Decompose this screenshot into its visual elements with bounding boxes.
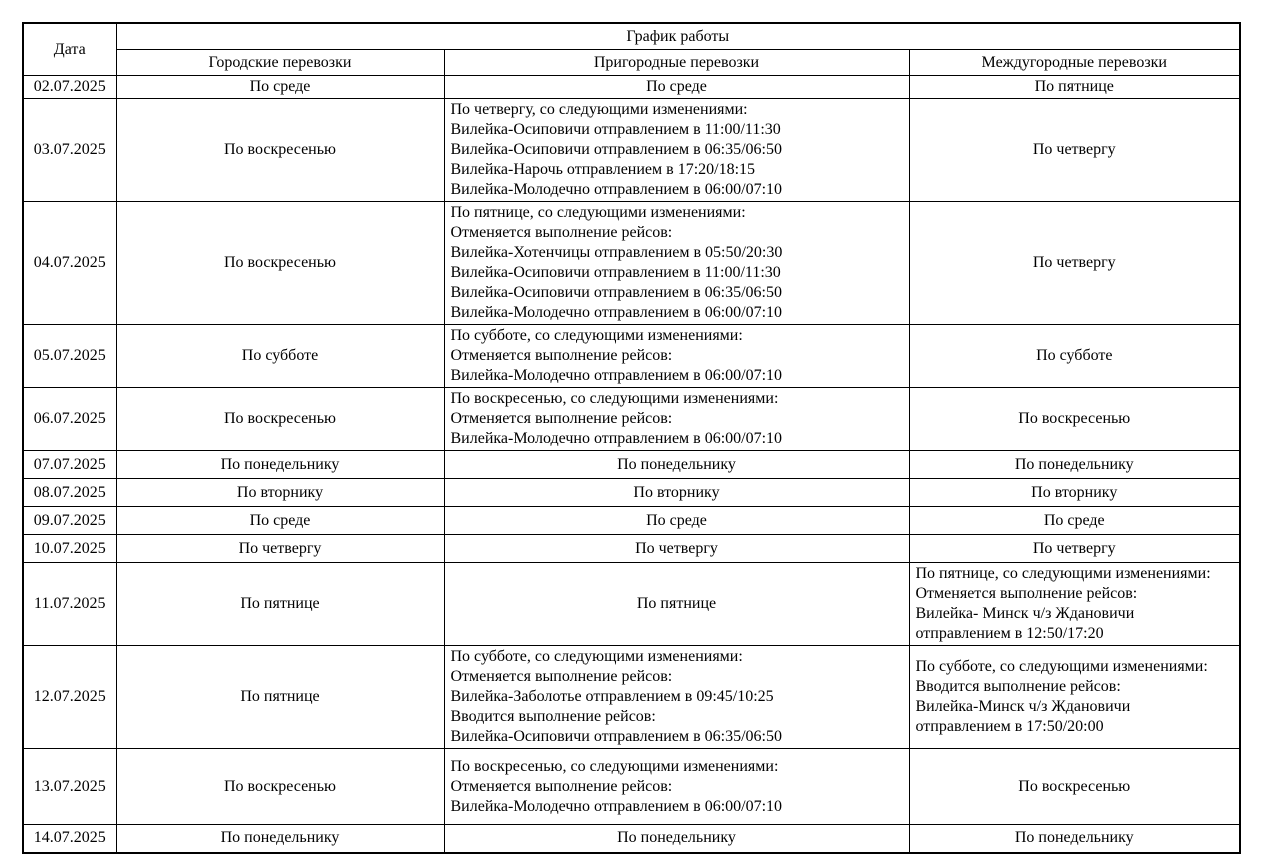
intercity-transport-cell <box>909 749 1240 825</box>
cell-line: По среде <box>1043 511 1105 529</box>
table-row <box>23 76 1240 99</box>
intercity-transport-cell <box>909 646 1240 749</box>
date-cell: 09.07.2025 <box>23 507 116 535</box>
suburban-transport-cell <box>444 479 909 507</box>
cell-line: По воскресенью <box>1018 777 1131 795</box>
table-row <box>23 749 1240 825</box>
header-column-1: Пригородные перевозки <box>444 50 909 76</box>
suburban-transport-cell <box>444 202 909 325</box>
cell-line: Вилейка-Осиповичи отправлением в 11:00/11:30 <box>450 264 781 281</box>
suburban-transport-cell <box>444 563 909 646</box>
city-transport-cell: По воскресенью <box>116 99 444 202</box>
table-body <box>23 76 1240 853</box>
city-transport-cell: По понедельнику <box>116 825 444 853</box>
intercity-transport-cell <box>909 451 1240 479</box>
city-transport-cell: По пятнице <box>116 646 444 749</box>
suburban-transport-cell <box>444 388 909 451</box>
suburban-transport-cell <box>444 507 909 535</box>
cell-line: Отменяется выполнение рейсов: <box>450 347 673 364</box>
table-header <box>23 23 1240 76</box>
city-transport-cell: По пятнице <box>116 563 444 646</box>
schedule-table <box>22 22 1241 854</box>
date-cell: 03.07.2025 <box>23 99 116 202</box>
cell-line: Вилейка- Минск ч/з Ждановичи <box>915 605 1135 622</box>
intercity-transport-cell <box>909 563 1240 646</box>
cell-line: Вилейка-Молодечно отправлением в 06:00/07:10 <box>450 430 783 447</box>
cell-line: Вилейка-Осиповичи отправлением в 06:35/06:50 <box>450 728 782 745</box>
cell-line: По понедельнику <box>617 829 736 847</box>
cell-line: По четвергу <box>1032 141 1116 158</box>
cell-line: По воскресенью, со следующими изменениями: <box>450 757 779 775</box>
suburban-transport-cell <box>444 825 909 853</box>
cell-line: Вилейка-Осиповичи отправлением в 11:00/11:30 <box>450 121 781 138</box>
date-cell: 06.07.2025 <box>23 388 116 451</box>
intercity-transport-cell <box>909 825 1240 853</box>
city-transport-cell: По воскресенью <box>116 749 444 825</box>
cell-line: отправлением в 17:50/20:00 <box>915 718 1104 735</box>
cell-line: По понедельнику <box>1014 455 1134 473</box>
cell-line: Вилейка-Осиповичи отправлением в 06:35/06:50 <box>450 141 782 158</box>
cell-line: По пятнице <box>636 595 717 612</box>
intercity-transport-cell <box>909 325 1240 388</box>
table-row <box>23 202 1240 325</box>
date-cell: 12.07.2025 <box>23 646 116 749</box>
suburban-transport-cell <box>444 535 909 563</box>
header-date: Дата <box>23 23 116 76</box>
table-row <box>23 535 1240 563</box>
cell-line: По субботе, со следующими изменениями: <box>450 648 743 665</box>
suburban-transport-cell <box>444 646 909 749</box>
cell-line: Отменяется выполнение рейсов: <box>915 585 1138 602</box>
cell-line: По субботе <box>1036 347 1113 364</box>
table-row <box>23 479 1240 507</box>
cell-line: По четвергу <box>1032 254 1116 271</box>
header-column-2: Междугородные перевозки <box>909 50 1240 76</box>
city-transport-cell: По среде <box>116 507 444 535</box>
intercity-transport-cell <box>909 535 1240 563</box>
date-cell: 08.07.2025 <box>23 479 116 507</box>
cell-line: Отменяется выполнение рейсов: <box>450 777 673 795</box>
cell-line: По понедельнику <box>617 455 736 473</box>
cell-line: Вилейка-Молодечно отправлением в 06:00/07:10 <box>450 181 783 198</box>
date-cell: 14.07.2025 <box>23 825 116 853</box>
city-transport-cell: По среде <box>116 76 444 99</box>
header-column-0: Городские перевозки <box>116 50 444 76</box>
intercity-transport-cell <box>909 76 1240 99</box>
cell-line: По понедельнику <box>1014 829 1134 847</box>
cell-line: Вилейка-Минск ч/з Ждановичи <box>915 698 1131 715</box>
cell-line: Вилейка-Молодечно отправлением в 06:00/07:10 <box>450 367 783 384</box>
cell-line: Вилейка-Осиповичи отправлением в 06:35/06:50 <box>450 284 782 301</box>
cell-line: По вторнику <box>633 483 720 501</box>
city-transport-cell: По четвергу <box>116 535 444 563</box>
city-transport-cell: По воскресенью <box>116 388 444 451</box>
cell-line: Вилейка-Хотенчицы отправлением в 05:50/20:30 <box>450 244 783 261</box>
cell-line: По воскресенью <box>1018 410 1131 427</box>
header-group-title: График работы <box>116 23 1240 50</box>
table-row <box>23 99 1240 202</box>
cell-line: Отменяется выполнение рейсов: <box>450 668 673 685</box>
table-row <box>23 388 1240 451</box>
date-cell: 11.07.2025 <box>23 563 116 646</box>
intercity-transport-cell <box>909 507 1240 535</box>
intercity-transport-cell <box>909 388 1240 451</box>
intercity-transport-cell <box>909 202 1240 325</box>
date-cell: 05.07.2025 <box>23 325 116 388</box>
table-row <box>23 507 1240 535</box>
header-row-columns <box>23 50 1240 76</box>
table-row <box>23 325 1240 388</box>
date-cell: 13.07.2025 <box>23 749 116 825</box>
cell-line: По четвергу <box>635 539 718 557</box>
suburban-transport-cell <box>444 451 909 479</box>
cell-line: По пятнице, со следующими изменениями: <box>450 204 746 221</box>
city-transport-cell: По субботе <box>116 325 444 388</box>
intercity-transport-cell <box>909 99 1240 202</box>
cell-line: Вилейка-Молодечно отправлением в 06:00/07:10 <box>450 797 783 815</box>
cell-line: отправлением в 12:50/17:20 <box>915 625 1104 642</box>
cell-line: Вводится выполнение рейсов: <box>450 708 656 725</box>
suburban-transport-cell <box>444 325 909 388</box>
date-cell: 02.07.2025 <box>23 76 116 99</box>
cell-line: По четвергу, со следующими изменениями: <box>450 101 748 118</box>
city-transport-cell: По вторнику <box>116 479 444 507</box>
cell-line: Отменяется выполнение рейсов: <box>450 410 673 427</box>
table-row <box>23 646 1240 749</box>
city-transport-cell: По понедельнику <box>116 451 444 479</box>
table-row <box>23 451 1240 479</box>
intercity-transport-cell <box>909 479 1240 507</box>
cell-line: По четвергу <box>1032 539 1116 557</box>
cell-line: Вилейка-Заболотье отправлением в 09:45/10:25 <box>450 688 774 705</box>
date-cell: 04.07.2025 <box>23 202 116 325</box>
cell-line: По среде <box>646 511 707 529</box>
cell-line: Вилейка-Нарочь отправлением в 17:20/18:15 <box>450 161 756 178</box>
suburban-transport-cell <box>444 99 909 202</box>
cell-line: По вторнику <box>1031 483 1118 501</box>
cell-line: Вводится выполнение рейсов: <box>915 678 1121 695</box>
cell-line: По пятнице, со следующими изменениями: <box>915 565 1211 582</box>
date-cell: 07.07.2025 <box>23 451 116 479</box>
suburban-transport-cell <box>444 749 909 825</box>
cell-line: По среде <box>646 78 707 95</box>
table-row <box>23 563 1240 646</box>
cell-line: Вилейка-Молодечно отправлением в 06:00/07:10 <box>450 304 783 321</box>
cell-line: По воскресенью, со следующими изменениями: <box>450 390 779 407</box>
date-cell: 10.07.2025 <box>23 535 116 563</box>
header-row-group <box>23 23 1240 50</box>
city-transport-cell: По воскресенью <box>116 202 444 325</box>
cell-line: Отменяется выполнение рейсов: <box>450 224 673 241</box>
cell-line: По пятнице <box>1034 78 1114 95</box>
cell-line: По субботе, со следующими изменениями: <box>915 658 1208 675</box>
cell-line: По субботе, со следующими изменениями: <box>450 327 743 344</box>
table-row <box>23 825 1240 853</box>
suburban-transport-cell <box>444 76 909 99</box>
